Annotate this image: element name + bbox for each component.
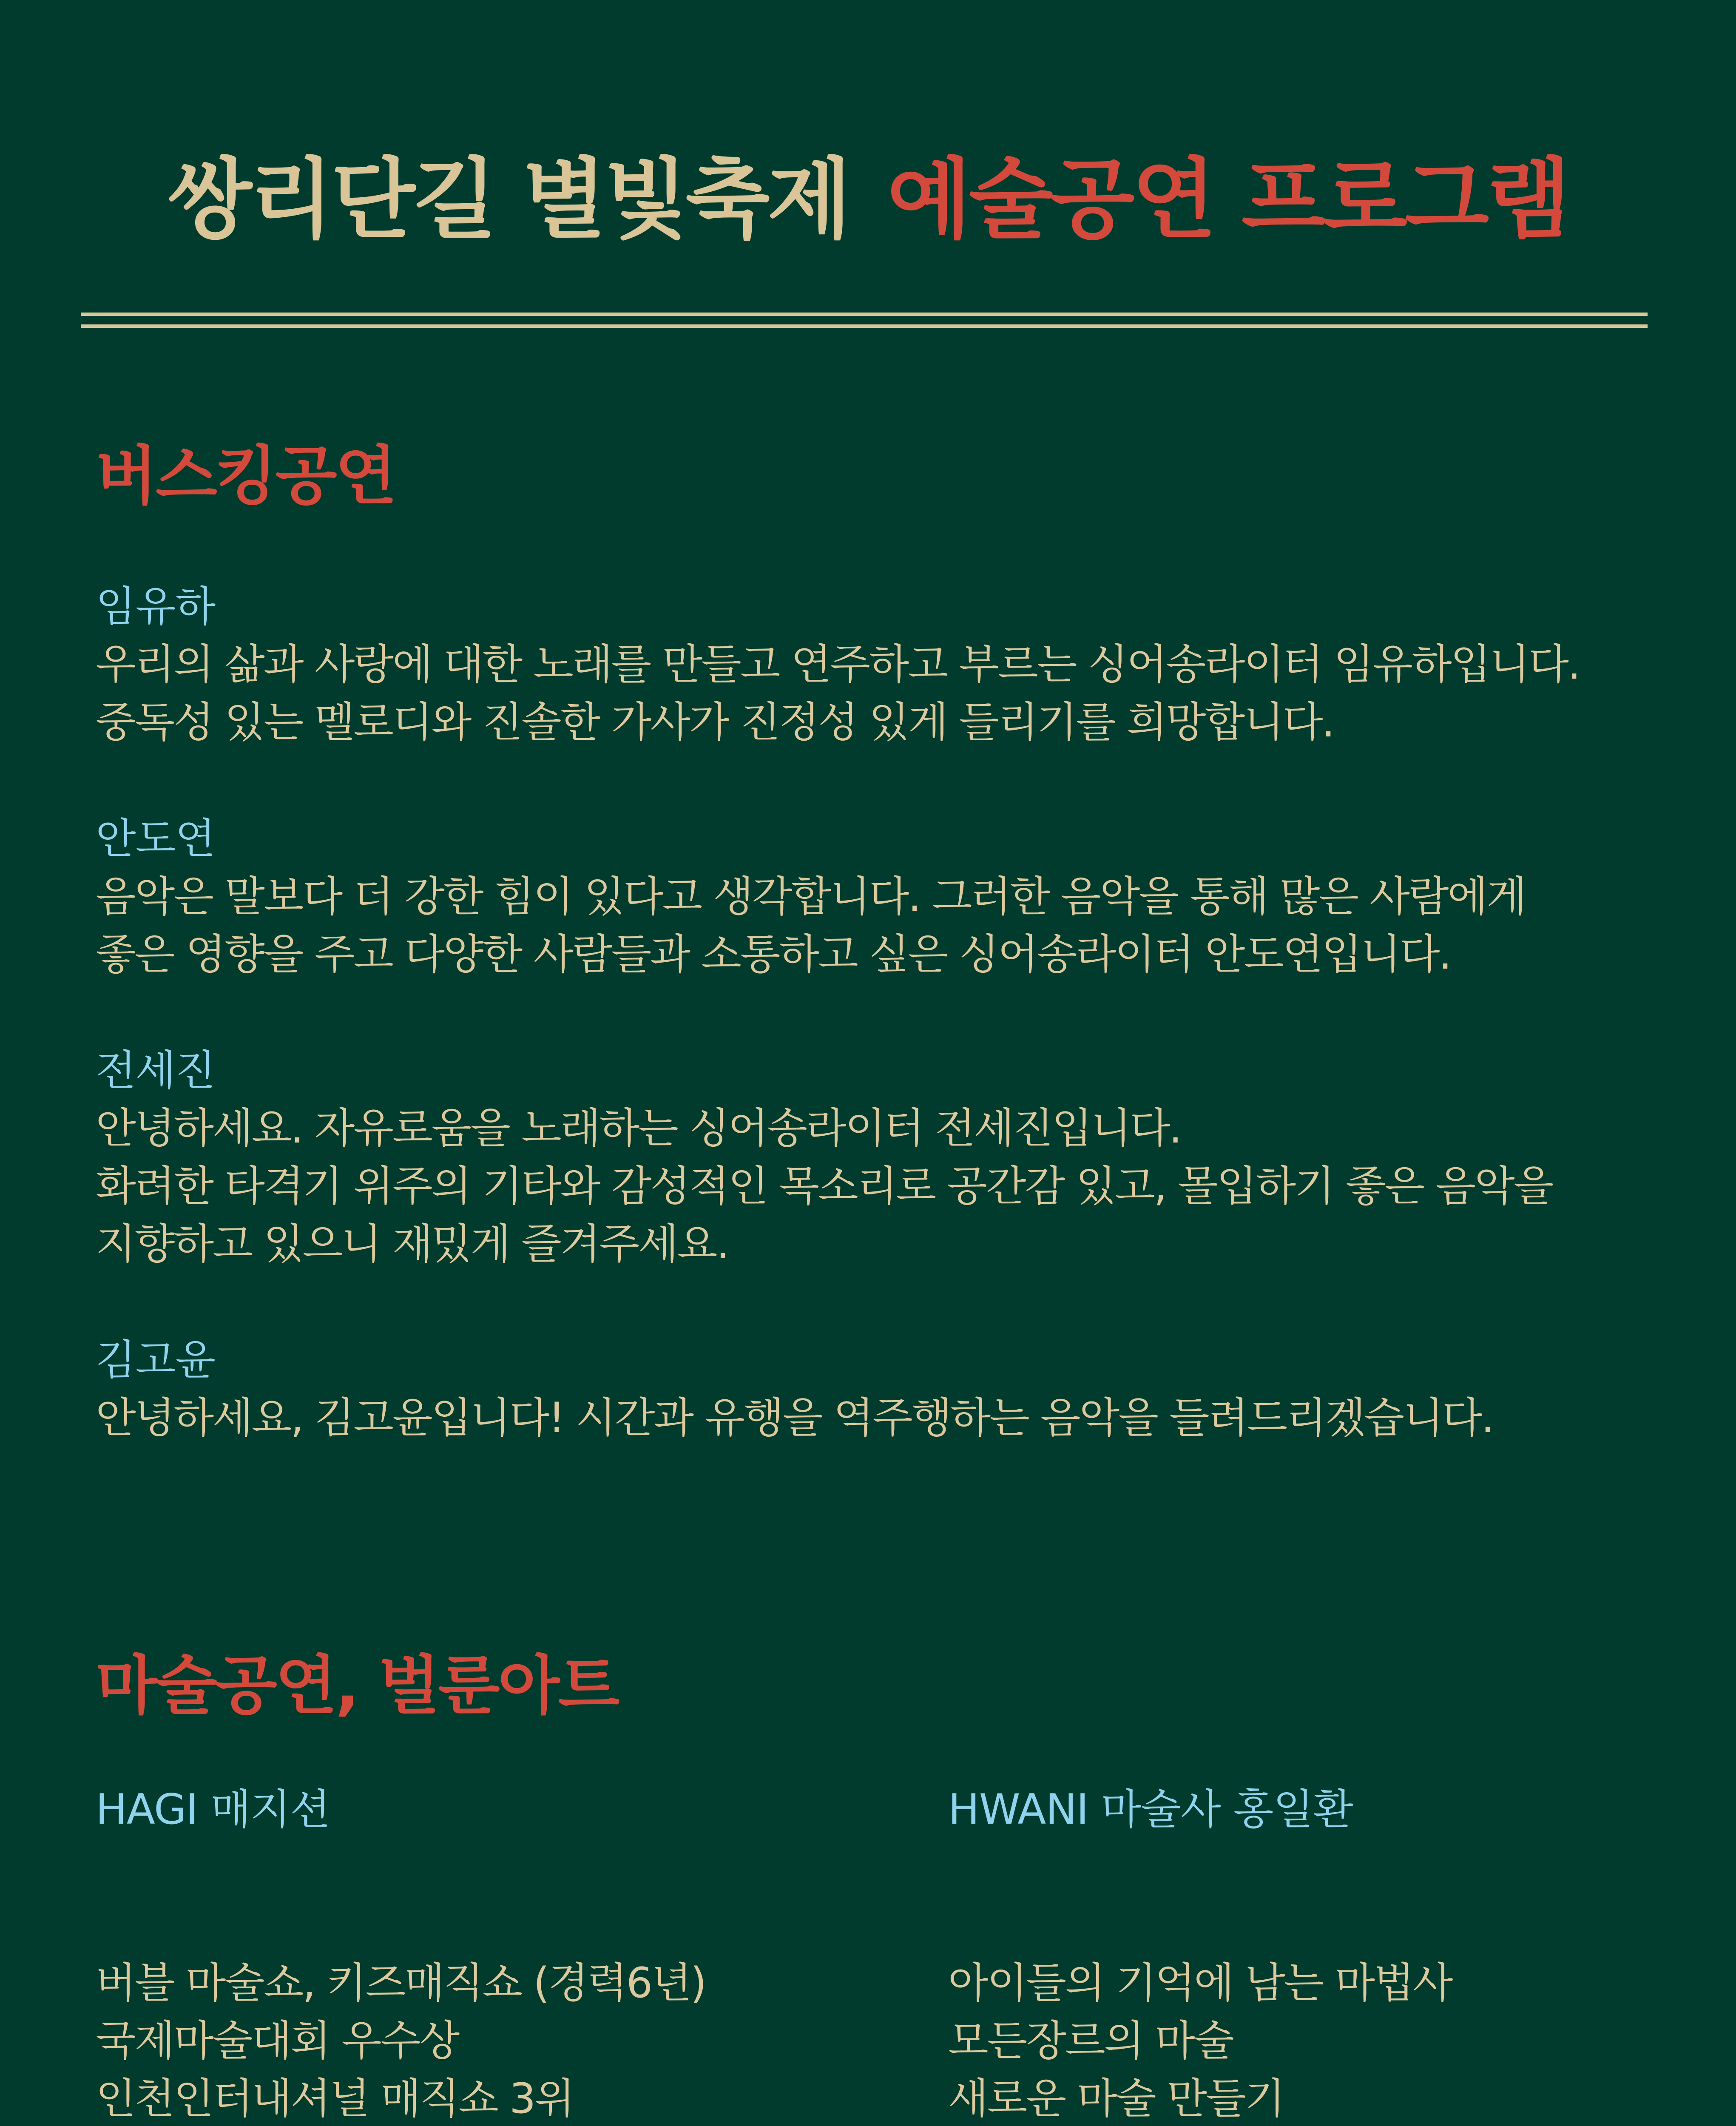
title-program-name: 예술공연 프로그램: [887, 149, 1568, 250]
credential-line: 새로운 마술 만들기: [948, 2075, 1284, 2123]
credential-line: 아이들의 기억에 남는 마법사: [948, 1959, 1452, 2007]
credential-line: 국제마술대회 우수상: [96, 2017, 459, 2065]
magic-section-heading: 마술공연, 벌룬아트: [96, 1649, 618, 1723]
performer-entry: [948, 1781, 1692, 2126]
description-line: 중독성 있는 멜로디와 진솔한 가사가 진정성 있게 들리기를 희망합니다.: [96, 698, 1334, 747]
artist-name: 안도연: [96, 815, 216, 863]
title-festival-name: 쌍리단길 별빛축제: [168, 149, 849, 250]
artist-entry: [96, 810, 1669, 983]
description-line: 음악은 말보다 더 강한 힘이 있다고 생각합니다. 그러한 음악을 통해 많은 사람에게: [96, 873, 1526, 921]
description-line: 지향하고 있으니 재밌게 즐겨주세요.: [96, 1220, 728, 1268]
description-line: 안녕하세요. 자유로움을 노래하는 싱어송라이터 전세진입니다.: [96, 1104, 1181, 1153]
artist-description: [96, 636, 1669, 751]
credential-line: 버블 마술쇼, 키즈매직쇼 (경력6년): [96, 1959, 706, 2007]
divider-line-bottom: [81, 324, 1648, 328]
artist-description: [96, 1389, 1669, 1447]
description-line: 화려한 타격기 위주의 기타와 감성적인 목소리로 공간감 있고, 몰입하기 좋은 음악을: [96, 1162, 1553, 1211]
performer-credentials: [96, 1954, 840, 2126]
artist-name: 임유하: [96, 583, 216, 631]
performer-name: HWANI 마술사 홍일환: [948, 1785, 1353, 1834]
description-line: 우리의 삶과 사랑에 대한 노래를 만들고 연주하고 부르는 싱어송라이터 임유하입니다.: [96, 640, 1580, 689]
artist-name: 김고윤: [96, 1336, 216, 1384]
artist-description: [96, 1100, 1669, 1273]
credential-line: 모든장르의 마술: [948, 2017, 1233, 2065]
artist-description: [96, 868, 1669, 983]
page-title: [0, 130, 1736, 270]
description-line: 안녕하세요, 김고윤입니다! 시간과 유행을 역주행하는 음악을 들려드리겠습니다.: [96, 1394, 1493, 1442]
credential-line: 인천인터내셔널 매직쇼 3위: [96, 2075, 574, 2123]
artist-name: 전세진: [96, 1046, 216, 1095]
performer-name: HAGI 매지션: [96, 1785, 330, 1834]
divider-line-top: [81, 313, 1648, 316]
artist-entry: [96, 578, 1669, 751]
artist-entry: [96, 1331, 1669, 1447]
performer-entry: [96, 1781, 840, 2126]
artist-entry: [96, 1042, 1669, 1273]
busking-section-heading: 버스킹공연: [96, 439, 395, 513]
performer-credentials: [948, 1954, 1692, 2126]
description-line: 좋은 영향을 주고 다양한 사람들과 소통하고 싶은 싱어송라이터 안도연입니다.: [96, 930, 1451, 979]
